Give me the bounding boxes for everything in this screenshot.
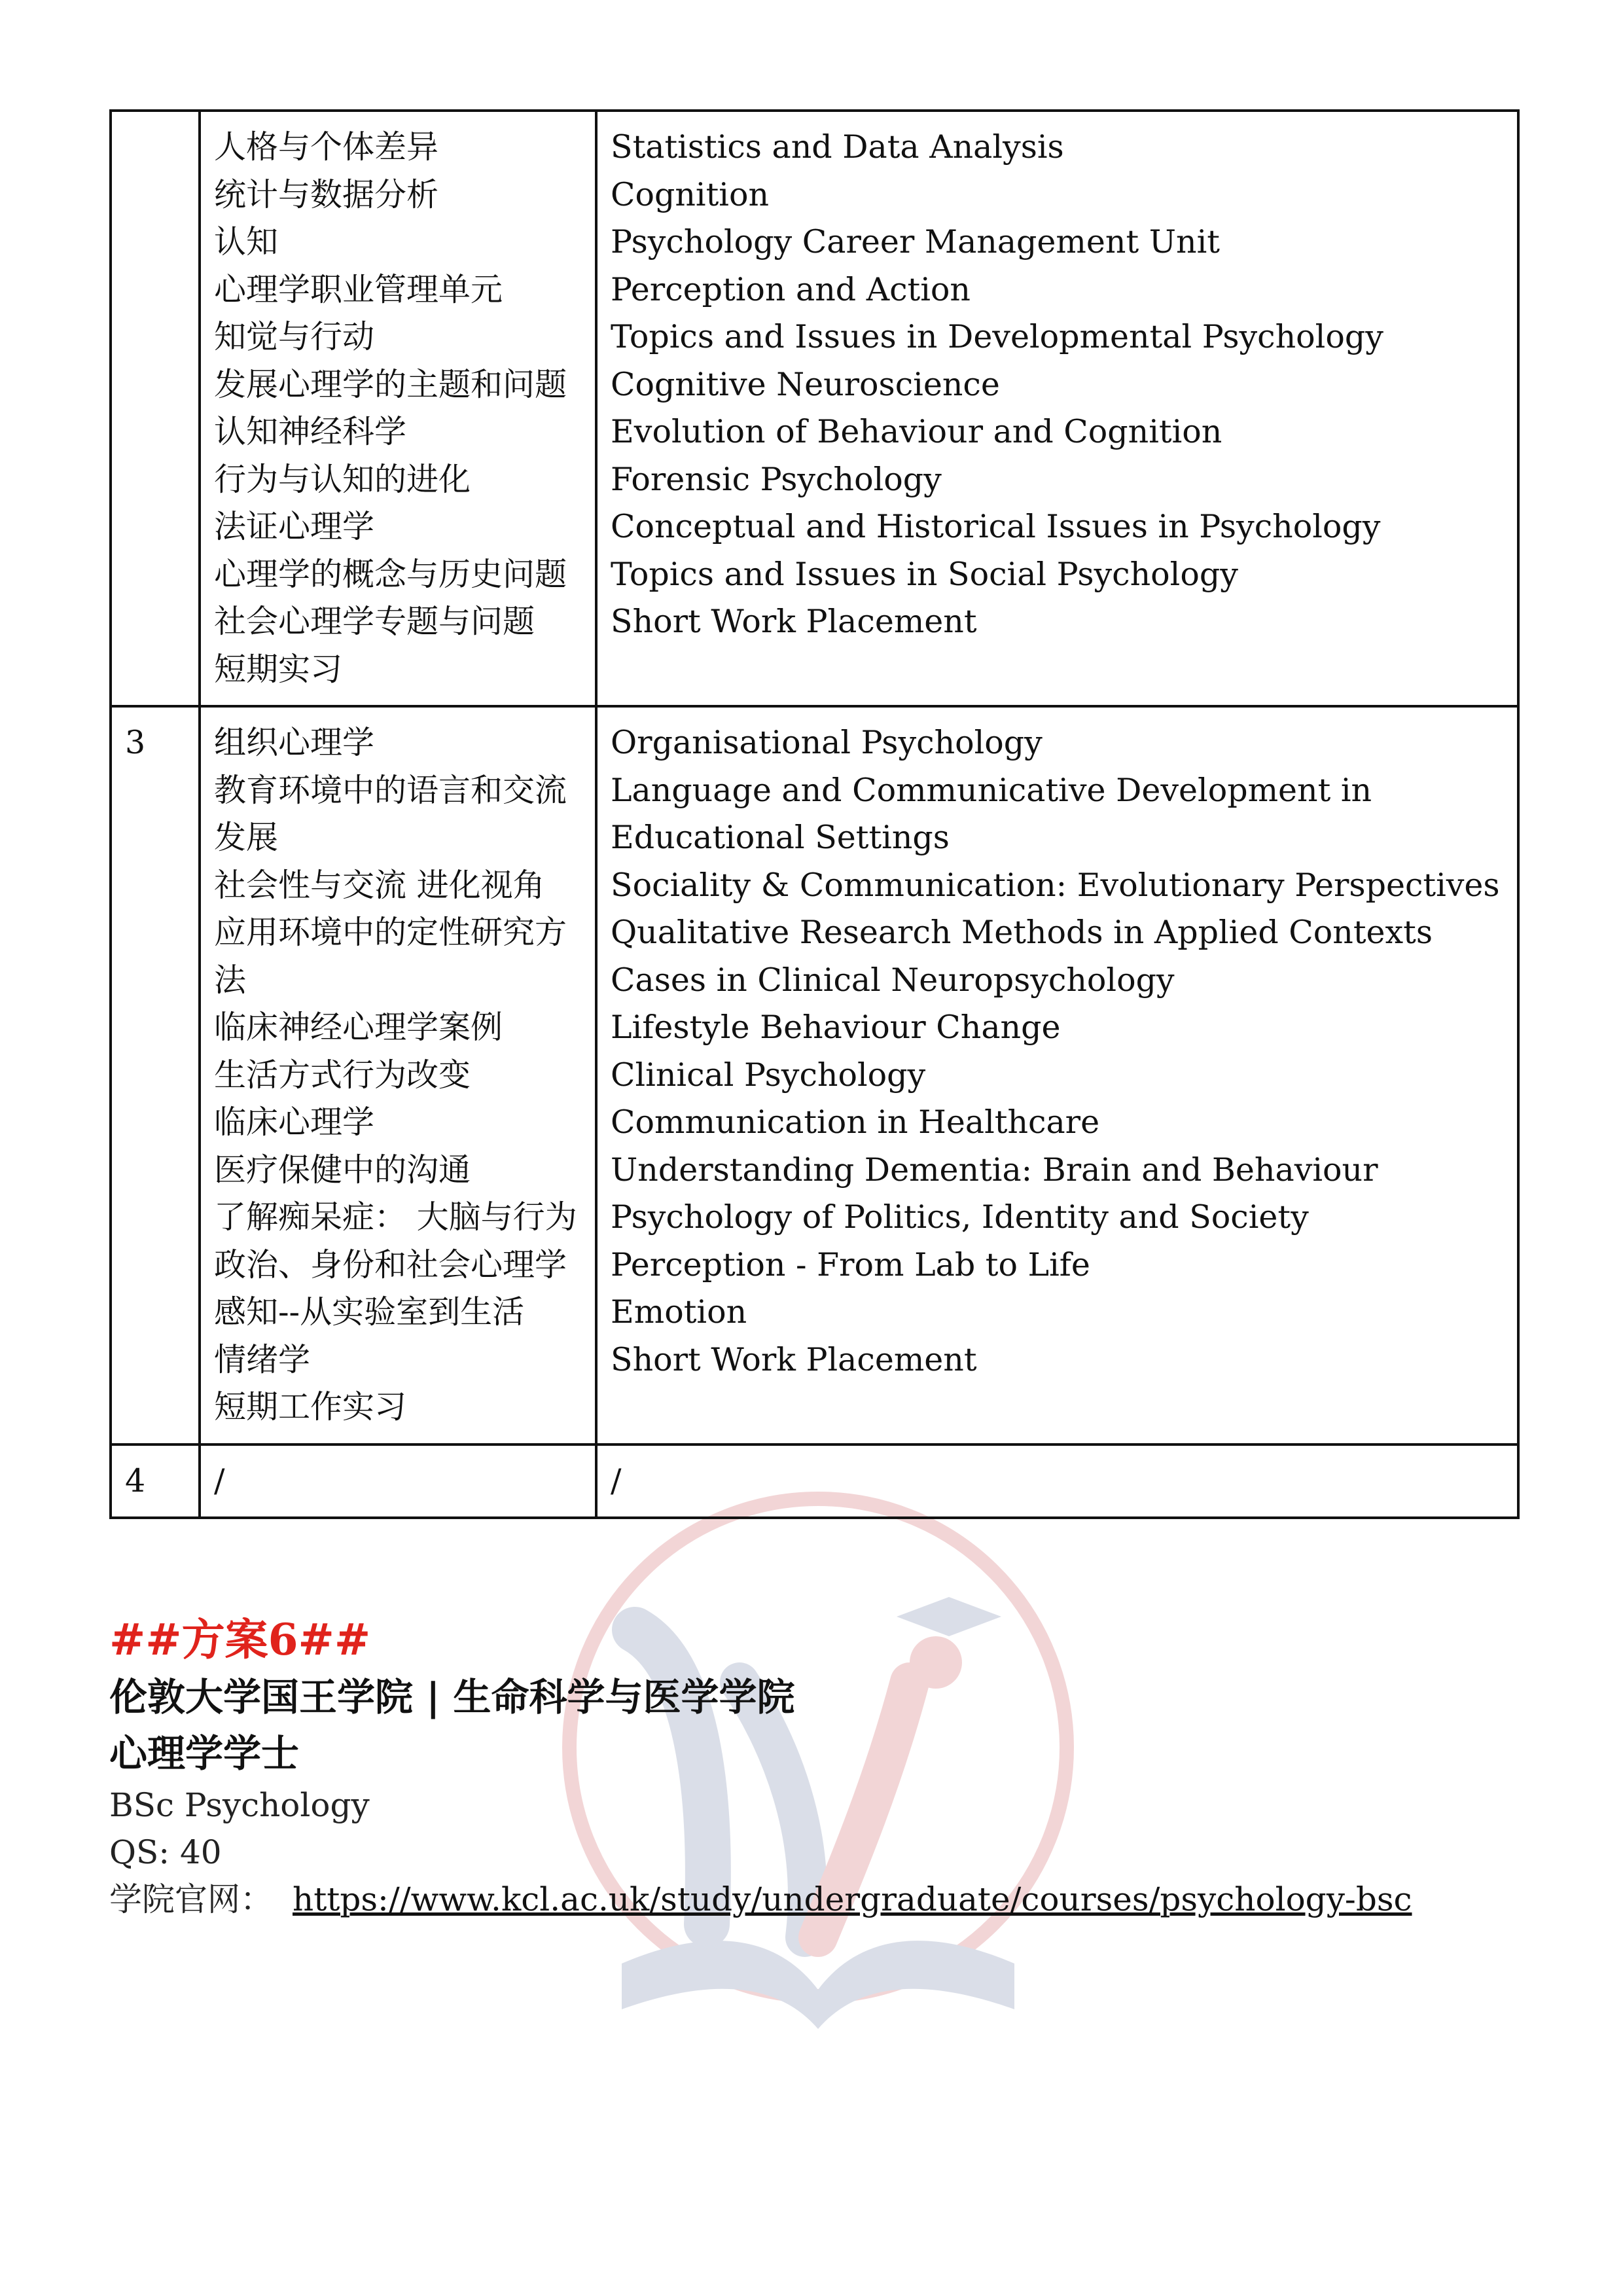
- en-course: Understanding Dementia: Brain and Behaviour: [611, 1151, 1378, 1189]
- cn-course: 社会性与交流 进化视角: [214, 866, 545, 904]
- cn-course: 发展心理学的主题和问题: [214, 365, 567, 403]
- degree-english: BSc Psychology: [109, 1786, 370, 1824]
- website-label: 学院官网：: [109, 1880, 273, 1918]
- en-course: Perception - From Lab to Life: [611, 1246, 1090, 1283]
- cn-course: 感知--从实验室到生活: [214, 1293, 525, 1331]
- cn-course: 知觉与行动: [214, 318, 375, 355]
- year-cell: [111, 111, 200, 706]
- cn-course: 人格与个体差异: [214, 128, 439, 166]
- year-cell: 3: [111, 706, 200, 1444]
- course-table: [109, 109, 1520, 1519]
- table-row: [111, 1444, 1518, 1518]
- cn-course: 了解痴呆症： 大脑与行为: [214, 1198, 577, 1236]
- en-course: Emotion: [611, 1293, 747, 1331]
- en-course: Topics and Issues in Social Psychology: [611, 555, 1238, 593]
- en-course: Psychology of Politics, Identity and Society: [611, 1198, 1309, 1236]
- school-name: 伦敦大学国王学院 | 生命科学与医学学院: [109, 1675, 795, 1719]
- plan-title: ##方案6##: [109, 1614, 371, 1665]
- cn-course: 认知: [214, 223, 279, 260]
- cn-course: 短期工作实习: [214, 1388, 407, 1426]
- cn-course: 生活方式行为改变: [214, 1056, 471, 1094]
- cn-course: 教育环境中的语言和交流发展: [214, 771, 567, 856]
- en-course: Communication in Healthcare: [611, 1103, 1100, 1141]
- en-course: Cognition: [611, 175, 770, 213]
- en-course: Clinical Psychology: [611, 1056, 926, 1094]
- en-course: Cases in Clinical Neuropsychology: [611, 961, 1175, 999]
- cn-course: 临床神经心理学案例: [214, 1009, 503, 1046]
- en-course: Qualitative Research Methods in Applied Contexts: [611, 914, 1433, 951]
- cn-course: 情绪学: [214, 1340, 311, 1378]
- en-course: Evolution of Behaviour and Cognition: [611, 413, 1222, 450]
- en-course: Language and Communicative Development in Educational Settings: [611, 771, 1372, 856]
- cn-course: 心理学职业管理单元: [214, 270, 503, 308]
- cn-course: 临床心理学: [214, 1103, 375, 1141]
- english-course-cell: [596, 111, 1518, 706]
- cn-course: 短期实习: [214, 650, 343, 688]
- website-link[interactable]: https://www.kcl.ac.uk/study/undergraduate/courses/psychology-bsc: [293, 1880, 1412, 1918]
- cn-course: 社会心理学专题与问题: [214, 603, 535, 640]
- en-course: Conceptual and Historical Issues in Psychology: [611, 508, 1381, 545]
- chinese-course-cell: [200, 111, 596, 706]
- cn-course: 认知神经科学: [214, 413, 407, 450]
- en-course: Psychology Career Management Unit: [611, 223, 1220, 260]
- cn-course: 医疗保健中的沟通: [214, 1151, 471, 1189]
- qs-ranking: QS: 40: [109, 1833, 222, 1871]
- en-course: /: [611, 1462, 622, 1499]
- english-course-cell: [596, 1444, 1518, 1518]
- cn-course: 组织心理学: [214, 724, 375, 761]
- cn-course: 行为与认知的进化: [214, 460, 471, 498]
- cn-course: 应用环境中的定性研究方法: [214, 914, 567, 999]
- year-cell: 4: [111, 1444, 200, 1518]
- cn-course: 政治、身份和社会心理学: [214, 1246, 567, 1283]
- en-course: Cognitive Neuroscience: [611, 365, 1000, 403]
- en-course: Forensic Psychology: [611, 460, 942, 498]
- program-section: [109, 1610, 1484, 1923]
- en-course: Topics and Issues in Developmental Psychology: [611, 318, 1383, 355]
- cn-course: 法证心理学: [214, 508, 375, 545]
- en-course: Short Work Placement: [611, 1340, 977, 1378]
- cn-course: 统计与数据分析: [214, 175, 439, 213]
- en-course: Sociality & Communication: Evolutionary Perspectives: [611, 866, 1500, 904]
- en-course: Short Work Placement: [611, 603, 977, 640]
- en-course: Lifestyle Behaviour Change: [611, 1009, 1061, 1046]
- en-course: Organisational Psychology: [611, 724, 1043, 761]
- table-row: [111, 706, 1518, 1444]
- english-course-cell: [596, 706, 1518, 1444]
- cn-course: /: [214, 1462, 225, 1499]
- cn-course: 心理学的概念与历史问题: [214, 555, 567, 593]
- chinese-course-cell: [200, 706, 596, 1444]
- chinese-course-cell: [200, 1444, 596, 1518]
- website-row: [109, 1876, 1484, 1923]
- en-course: Statistics and Data Analysis: [611, 128, 1064, 166]
- degree-chinese: 心理学学士: [109, 1731, 300, 1776]
- table-row: [111, 111, 1518, 706]
- en-course: Perception and Action: [611, 270, 971, 308]
